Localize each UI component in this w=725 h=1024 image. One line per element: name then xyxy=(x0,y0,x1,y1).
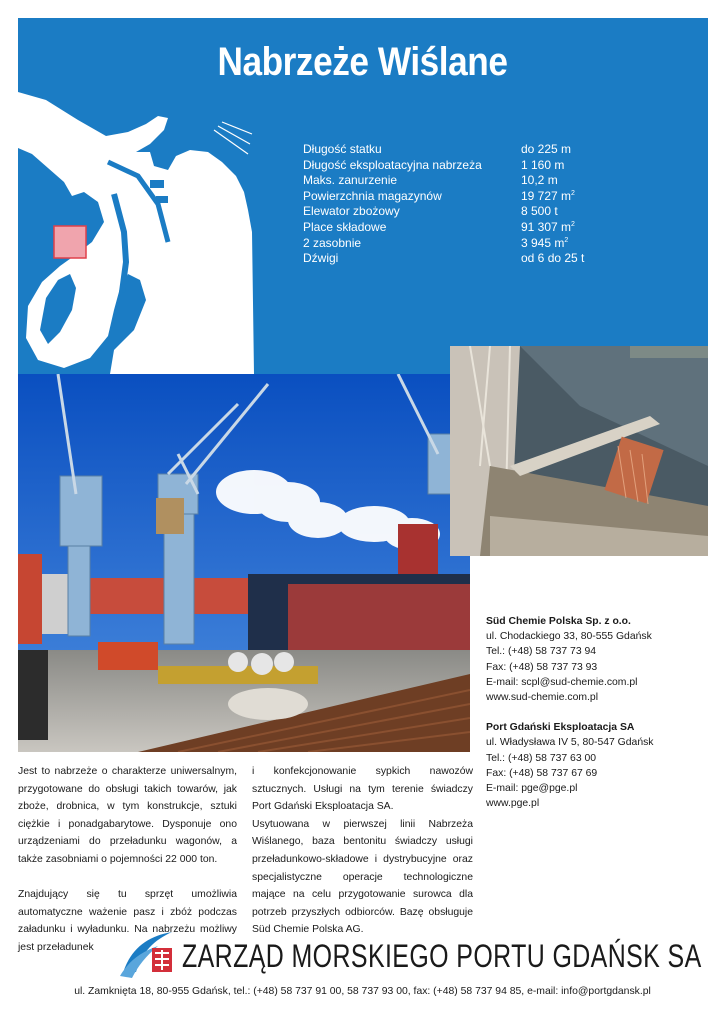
spec-value: 8 500 t xyxy=(521,204,558,219)
body-paragraph: Usytuowana w pierwszej linii Nabrzeża Wiślanego, baza bentonitu świadczy usługi przeładunkowo-składowe i dystrybucyjne oraz specjalistyczne operacje technologiczne mające na celu przygotowanie surowca dla potrzeb przyszłych odbiorców. Bazę obsługuje Süd Chemie Polska AG. xyxy=(252,818,473,936)
contact-line: ul. Władysława IV 5, 80-547 Gdańsk xyxy=(486,737,654,749)
contact-email[interactable]: E-mail: pge@pge.pl xyxy=(486,783,578,795)
spec-row xyxy=(303,142,613,158)
contact-line: Tel.: (+48) 58 737 63 00 xyxy=(486,752,597,764)
spec-value: 3 945 $m^2$ xyxy=(521,235,569,250)
spec-value: 91 307 $m^2$ xyxy=(521,219,575,234)
spec-row xyxy=(303,251,613,267)
spec-row xyxy=(303,173,613,189)
contact-email[interactable]: E-mail: scpl@sud-chemie.com.pl xyxy=(486,676,638,688)
spec-label: 2 zasobnie xyxy=(303,235,362,250)
contact-pge xyxy=(486,720,706,811)
logo-mark-icon xyxy=(118,928,178,980)
contact-line: Fax: (+48) 58 737 73 93 xyxy=(486,661,598,673)
spec-label: Maks. zanurzenie xyxy=(303,173,398,188)
spec-value: 10,2 m xyxy=(521,173,558,188)
contact-website[interactable]: www.pge.pl xyxy=(486,798,540,810)
spec-row xyxy=(303,220,613,236)
map-dock-a xyxy=(150,180,164,188)
body-paragraph: i konfekcjonowanie sypkich nawozów sztucznych. Usługi na tym terenie świadczy Port Gdański Eksploatacja SA. xyxy=(252,766,473,813)
body-paragraph: Znajdujący się tu sprzęt umożliwia automatyczne ważenie pasz i zbóż podczas załadunku i wyładunku. Na nabrzeżu możliwy jest przeładunek xyxy=(18,889,237,953)
contact-line: Tel.: (+48) 58 737 73 94 xyxy=(486,646,597,658)
specs-table xyxy=(303,142,613,267)
contact-website[interactable]: www.sud-chemie.com.pl xyxy=(486,692,599,704)
map-dock-b xyxy=(156,196,168,203)
harbour-map xyxy=(18,92,254,374)
spec-value: 19 727 $m^2$ xyxy=(521,188,575,203)
grain-loading-photo xyxy=(450,346,708,556)
map-jetty xyxy=(214,122,252,154)
contacts xyxy=(486,614,706,826)
spec-value: od 6 do 25 t xyxy=(521,251,585,266)
contact-line: ul. Chodackiego 33, 80-555 Gdańsk xyxy=(486,631,652,643)
spec-value: 1 160 m xyxy=(521,157,565,172)
logo-text: ZARZĄD MORSKIEGO PORTU GDAŃSK SA xyxy=(182,938,702,974)
spec-label: Elewator zbożowy xyxy=(303,204,400,219)
spec-label: Place składowe xyxy=(303,219,387,234)
company-name: Port Gdański Eksploatacja SA xyxy=(486,722,635,734)
quay-cranes-photo xyxy=(18,374,470,752)
contact-sud-chemie xyxy=(486,614,706,705)
footer-address: ul. Zamknięta 18, 80-955 Gdańsk, tel.: (+48) 58 737 91 00, 58 737 93 00, fax: (+48) 58 737 94 85, e-mail: info@portgdansk.pl xyxy=(74,986,651,997)
spec-value: do 225 m xyxy=(521,142,572,156)
map-highlight-area xyxy=(54,226,86,258)
company-name: Süd Chemie Polska Sp. z o.o. xyxy=(486,616,631,627)
body-paragraph: Jest to nabrzeże o charakterze uniwersalnym, przygotowane do obsługi takich towarów, jak zboże, drobnica, w tym konstrukcje, sztuki ciężkie i ponadgabarytowe. Dysponuje ono urządzeniami do przeładunku wagonów, a także zasobniami o pojemności 22 000 ton. xyxy=(18,766,237,865)
spec-label: Długość statku xyxy=(303,142,382,156)
spec-row xyxy=(303,236,613,252)
spec-row xyxy=(303,189,613,205)
port-logo xyxy=(118,928,702,980)
spec-row xyxy=(303,158,613,174)
spec-label: Dźwigi xyxy=(303,251,339,266)
spec-label: Powierzchnia magazynów xyxy=(303,188,442,203)
contact-line: Fax: (+48) 58 737 67 69 xyxy=(486,767,598,779)
page-title: Nabrzeże Wiślane xyxy=(217,40,508,84)
spec-row xyxy=(303,204,613,220)
spec-label: Długość eksploatacyjna nabrzeża xyxy=(303,157,482,172)
